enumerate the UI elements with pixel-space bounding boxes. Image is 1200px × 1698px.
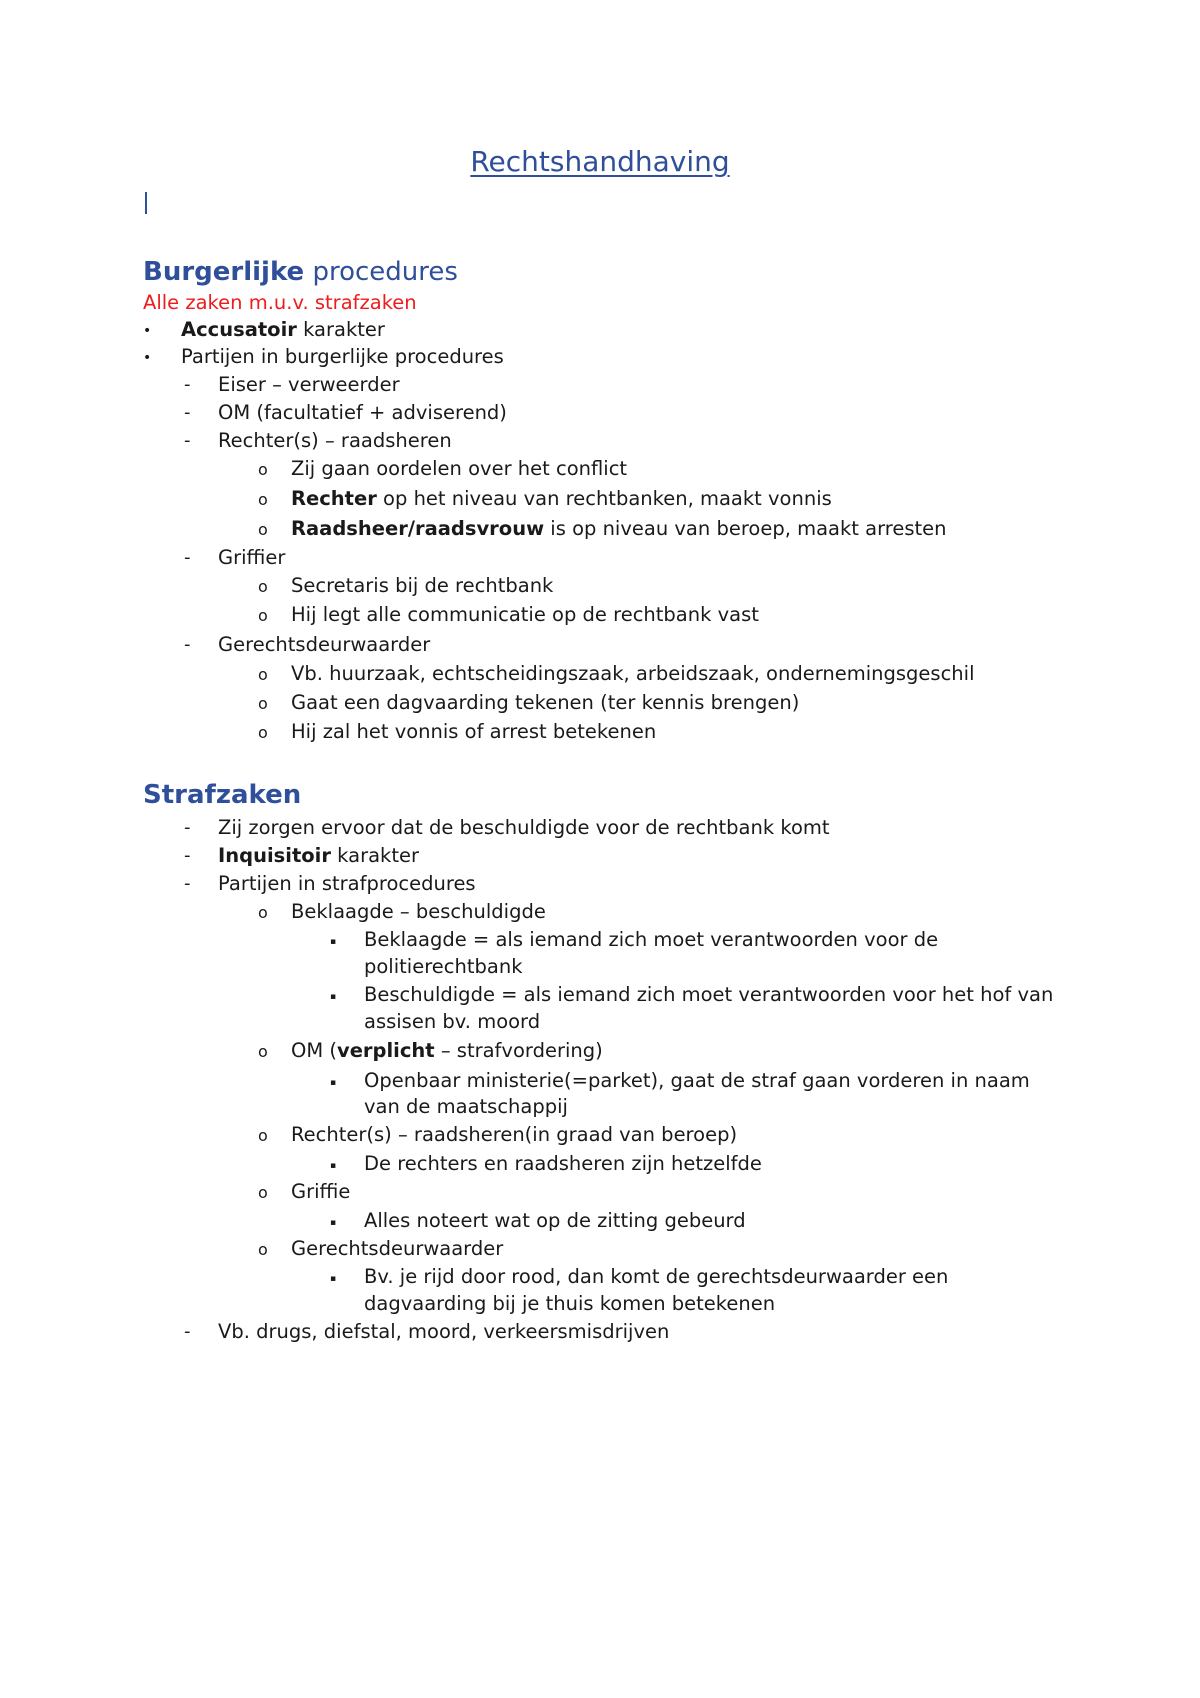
sub-item: Vb. huurzaak, echtscheidingszaak, arbeidszaak, ondernemingsgeschil — [291, 662, 975, 685]
sub-item — [291, 516, 947, 542]
sub-sub-item: De rechters en raadsheren zijn hetzelfde — [364, 1152, 762, 1175]
circle-marker: o — [258, 1042, 268, 1061]
sub-sub-item: Bv. je rijd door rood, dan komt de gerechtsdeurwaarder een — [364, 1265, 949, 1288]
dash-item: Eiser – verweerder — [218, 373, 400, 396]
sub-item — [291, 486, 832, 512]
heading-bold-part: Burgerlijke — [143, 257, 305, 287]
circle-marker: o — [258, 606, 268, 625]
dash-item: Griffier — [218, 546, 286, 569]
sub-sub-item: Alles noteert wat op de zitting gebeurd — [364, 1209, 746, 1232]
dash-marker: - — [184, 374, 191, 395]
sub-item: Secretaris bij de rechtbank — [291, 574, 554, 597]
sub-item: Zij gaan oordelen over het conflict — [291, 457, 628, 480]
sub-item: Gaat een dagvaarding tekenen (ter kennis brengen) — [291, 691, 800, 714]
dash-item: Gerechtsdeurwaarder — [218, 633, 431, 656]
sub-sub-item-continuation: politierechtbank — [364, 955, 523, 978]
dash-item: Partijen in strafprocedures — [218, 872, 476, 895]
dash-item — [218, 843, 419, 869]
dash-marker: - — [184, 430, 191, 451]
square-marker: ▪ — [330, 1274, 337, 1284]
sub-sub-item: Beklaagde = als iemand zich moet verantwoorden voor de — [364, 928, 939, 951]
circle-marker: o — [258, 460, 268, 479]
dash-marker: - — [184, 634, 191, 655]
circle-marker: o — [258, 903, 268, 922]
circle-marker: o — [258, 1183, 268, 1202]
sub-item: Rechter(s) – raadsheren(in graad van beroep) — [291, 1123, 738, 1146]
square-marker: ▪ — [330, 937, 337, 947]
item-text: OM ( — [291, 1039, 337, 1062]
bold-term: Raadsheer/raadsvrouw — [291, 517, 545, 540]
sub-sub-item: Beschuldigde = als iemand zich moet verantwoorden voor het hof van — [364, 983, 1054, 1006]
section-subtitle: Alle zaken m.u.v. strafzaken — [143, 291, 417, 314]
heading-rest-part: procedures — [304, 257, 458, 287]
bold-term: verplicht — [336, 1039, 435, 1062]
sub-item: Beklaagde – beschuldigde — [291, 900, 546, 923]
bullet-marker: • — [143, 350, 152, 366]
bold-term: Rechter — [291, 487, 377, 510]
circle-marker: o — [258, 490, 268, 509]
sub-item: Griffie — [291, 1180, 351, 1203]
circle-marker: o — [258, 694, 268, 713]
section-heading-strafzaken: Strafzaken — [143, 780, 302, 810]
bold-term: Accusatoir — [181, 318, 297, 341]
dash-item: Vb. drugs, diefstal, moord, verkeersmisdrijven — [218, 1320, 670, 1343]
sub-sub-item-continuation: dagvaarding bij je thuis komen betekenen — [364, 1292, 776, 1315]
circle-marker: o — [258, 723, 268, 742]
item-text: – strafvordering) — [434, 1039, 603, 1062]
sub-item — [291, 1038, 603, 1064]
dash-marker: - — [184, 817, 191, 838]
bullet-item — [181, 317, 385, 343]
item-text: is op niveau van beroep, maakt arresten — [544, 517, 947, 540]
dash-item: Zij zorgen ervoor dat de beschuldigde voor de rechtbank komt — [218, 816, 830, 839]
sub-sub-item-continuation: assisen bv. moord — [364, 1010, 541, 1033]
circle-marker: o — [258, 1126, 268, 1145]
text-cursor — [145, 192, 147, 214]
dash-marker: - — [184, 845, 191, 866]
sub-item: Hij zal het vonnis of arrest betekenen — [291, 720, 657, 743]
bullet-item: Partijen in burgerlijke procedures — [181, 345, 504, 368]
document-title: Rechtshandhaving — [470, 145, 730, 178]
item-text: karakter — [330, 844, 420, 867]
item-text: op het niveau van rechtbanken, maakt vonnis — [376, 487, 832, 510]
bullet-marker: • — [143, 323, 152, 339]
circle-marker: o — [258, 1240, 268, 1259]
item-text: karakter — [296, 318, 385, 341]
dash-marker: - — [184, 873, 191, 894]
circle-marker: o — [258, 665, 268, 684]
square-marker: ▪ — [330, 1078, 337, 1088]
section-heading-burgerlijke — [143, 255, 458, 289]
sub-sub-item-continuation: van de maatschappij — [364, 1095, 568, 1118]
circle-marker: o — [258, 577, 268, 596]
square-marker: ▪ — [330, 992, 337, 1002]
dash-marker: - — [184, 402, 191, 423]
sub-item: Gerechtsdeurwaarder — [291, 1237, 504, 1260]
square-marker: ▪ — [330, 1161, 337, 1171]
dash-item: Rechter(s) – raadsheren — [218, 429, 452, 452]
dash-item: OM (facultatief + adviserend) — [218, 401, 507, 424]
circle-marker: o — [258, 520, 268, 539]
sub-item: Hij legt alle communicatie op de rechtbank vast — [291, 603, 759, 626]
square-marker: ▪ — [330, 1218, 337, 1228]
sub-sub-item: Openbaar ministerie(=parket), gaat de straf gaan vorderen in naam — [364, 1069, 1030, 1092]
dash-marker: - — [184, 1321, 191, 1342]
bold-term: Inquisitoir — [218, 844, 331, 867]
dash-marker: - — [184, 547, 191, 568]
